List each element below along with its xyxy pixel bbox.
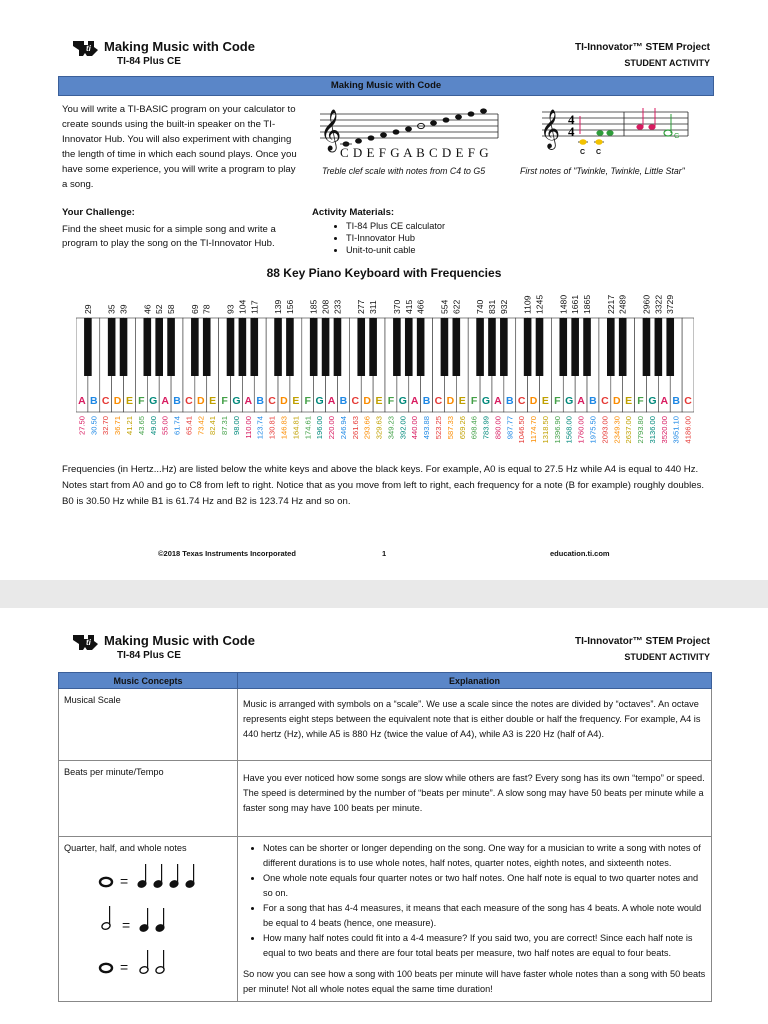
- white-key-frequency: 880.00: [493, 416, 503, 440]
- concept-cell: [59, 837, 238, 1002]
- note-label-c-1: C: [580, 149, 586, 156]
- header-subtitle: TI-84 Plus CE: [117, 56, 181, 67]
- black-key-frequency: 1480: [558, 294, 569, 314]
- black-key: [500, 318, 508, 376]
- black-key: [322, 318, 330, 376]
- white-key-label: F: [138, 395, 145, 407]
- white-key-frequency: 164.81: [291, 416, 301, 440]
- white-key-label: B: [173, 395, 181, 407]
- white-key-frequency: 98.00: [231, 416, 241, 436]
- whole-note-icon: [100, 878, 112, 886]
- scale-note: [430, 120, 437, 125]
- white-key-label: B: [672, 395, 680, 407]
- white-key-frequency: 3136.00: [647, 416, 657, 444]
- black-key: [239, 318, 247, 376]
- texas-instruments-logo-icon: [72, 632, 100, 652]
- bullet-item: • How many half notes could fit into a 4-4 measure? If you said two, you are correct! Since each half note is equal to two beats and there are four total beats per measure, two half notes are equal to four beats.: [263, 931, 706, 961]
- explanation-cell: Have you ever noticed how some songs are slow while others are fast? Every song has its own “tempo” or speed. The speed is determined by the number of “beats per minute”. A slow song may have 50 beats per minute while a faster song may have 100 beats per minute.: [238, 761, 712, 837]
- header-subtitle: TI-84 Plus CE: [117, 650, 181, 661]
- black-key-frequency: 1865: [582, 294, 593, 314]
- concept-label: Quarter, half, and whole notes: [64, 843, 187, 853]
- white-key-frequency: 2793.80: [636, 416, 646, 444]
- white-key-frequency: 246.94: [338, 416, 348, 440]
- piano-keyboard-figure: [76, 286, 694, 456]
- white-key-label: E: [541, 395, 549, 407]
- twinkle-staff-figure: [540, 104, 690, 158]
- white-key-label: A: [78, 395, 86, 407]
- svg-text:ti: ti: [86, 638, 91, 647]
- white-key-label: C: [684, 395, 692, 407]
- note-g-2: [606, 130, 613, 136]
- white-key-label: A: [161, 395, 169, 407]
- black-key-frequency: 208: [320, 299, 331, 314]
- white-key-frequency: 220.00: [327, 416, 337, 440]
- white-key-frequency: 1396.90: [552, 416, 562, 444]
- white-key-label: C: [351, 395, 360, 407]
- white-key-frequency: 1174.70: [529, 416, 539, 443]
- white-key-frequency: 3951.10: [671, 416, 681, 444]
- time-signature-top: 4: [568, 112, 575, 127]
- black-key-frequency: 39: [118, 304, 129, 314]
- white-key-frequency: 1318.50: [540, 416, 550, 444]
- keyboard-title: 88 Key Piano Keyboard with Frequencies: [266, 266, 502, 280]
- white-key-label: C: [101, 395, 110, 407]
- intro-paragraph: You will write a TI-BASIC program on your calculator to create sounds using the built-in speaker on the TI-Innovator Hub. You will also experiment with changing the length of time in which each sound plays. Once you have some experience, you will write a program to play a song.: [62, 104, 297, 190]
- page-2: [0, 608, 768, 1024]
- closing-text: So now you can see how a song with 100 beats per minute will have faster whole notes than a song with 50 beats per minute! Not all whole notes equal the same time duration!: [243, 969, 706, 994]
- white-key-label: F: [221, 395, 228, 407]
- header-title: Making Music with Code: [104, 633, 255, 648]
- material-item: • TI-Innovator Hub: [346, 232, 445, 244]
- half-notes-icon: [139, 950, 165, 974]
- material-item: • TI-84 Plus CE calculator: [346, 220, 445, 232]
- white-key-label: E: [209, 395, 217, 407]
- black-key-frequency: 1661: [570, 294, 581, 314]
- scale-note: [393, 129, 400, 134]
- white-key-frequency: 49.00: [148, 416, 158, 436]
- white-key-label: F: [637, 395, 644, 407]
- black-key: [441, 318, 449, 376]
- time-signature-bottom: 4: [568, 124, 575, 139]
- white-key-frequency: 82.41: [208, 416, 218, 436]
- white-key-frequency: 41.21: [124, 416, 134, 436]
- black-key: [405, 318, 413, 376]
- scale-note: [443, 117, 450, 122]
- black-key-frequency: 104: [237, 299, 248, 314]
- white-key-label: B: [339, 395, 348, 407]
- twinkle-caption: First notes of "Twinkle, Twinkle, Little Star": [520, 166, 685, 176]
- bullet-item: • Notes can be shorter or longer depending on the song. One way for a musician to write a song with notes of different durations is to use whole notes, half notes, quarter notes, eighth notes, and sixteenth notes.: [263, 841, 706, 871]
- black-key-frequency: 370: [391, 299, 402, 314]
- white-key-frequency: 30.50: [89, 416, 99, 436]
- white-key-frequency: 36.71: [113, 416, 123, 436]
- white-key-frequency: 2093.00: [600, 416, 610, 444]
- white-key-frequency: 123.74: [255, 416, 265, 440]
- white-key-frequency: 43.65: [136, 416, 146, 436]
- black-key-frequency: 156: [284, 299, 295, 314]
- white-key-label: E: [125, 395, 133, 407]
- white-key-label: F: [554, 395, 561, 407]
- white-key-frequency: 261.63: [350, 416, 360, 440]
- white-key-label: E: [375, 395, 383, 407]
- white-key-frequency: 61.74: [172, 416, 182, 436]
- white-key-label: A: [660, 395, 669, 407]
- white-key-frequency: 32.70: [101, 416, 111, 436]
- white-key-frequency: 196.00: [315, 416, 325, 440]
- white-key-frequency: 2637.00: [624, 416, 634, 444]
- scale-note: [480, 108, 487, 113]
- white-key-label: C: [434, 395, 443, 407]
- column-header-concepts: Music Concepts: [59, 673, 238, 689]
- white-key-frequency: 783.99: [481, 416, 491, 440]
- black-key: [120, 318, 128, 376]
- materials-heading: Activity Materials:: [312, 207, 395, 218]
- black-key-frequency: 46: [142, 304, 153, 314]
- scale-note: [380, 132, 387, 137]
- black-key-frequency: 185: [308, 299, 319, 314]
- note-label-g: G: [674, 133, 680, 140]
- black-key-frequency: 2960: [641, 294, 652, 314]
- svg-text:=: =: [120, 959, 129, 975]
- white-key-frequency: 2349.30: [612, 416, 622, 444]
- white-key-label: G: [232, 395, 241, 407]
- white-key-label: D: [113, 395, 122, 407]
- table-row: [59, 837, 712, 1002]
- black-key: [571, 318, 579, 376]
- black-key-frequency: 1245: [534, 294, 545, 314]
- black-key-frequency: 139: [273, 299, 284, 314]
- half-note-icon: [101, 906, 111, 930]
- white-key-frequency: 987.77: [505, 416, 515, 440]
- black-key: [488, 318, 496, 376]
- black-key-frequency: 78: [201, 304, 212, 314]
- black-key-frequency: 554: [439, 299, 450, 314]
- material-item: • Unit-to-unit cable: [346, 244, 445, 256]
- black-key-frequency: 831: [486, 299, 497, 314]
- white-key-frequency: 349.23: [386, 416, 396, 440]
- white-key-frequency: 1046.50: [517, 416, 527, 444]
- black-key-frequency: 740: [475, 299, 486, 314]
- challenge-text: Find the sheet music for a simple song and write a program to play the song on the TI-Innovator Hub.: [62, 224, 276, 249]
- white-key-label: E: [625, 395, 633, 407]
- white-key-label: G: [149, 395, 158, 407]
- treble-clef-icon: 𝄞: [540, 109, 561, 149]
- white-key-label: D: [196, 395, 205, 407]
- header-activity: STUDENT ACTIVITY: [624, 652, 710, 662]
- materials-list: [312, 220, 445, 256]
- quarter-notes-icon: [137, 864, 195, 888]
- white-key-label: B: [256, 395, 265, 407]
- black-key-frequency: 52: [154, 304, 165, 314]
- white-key-label: A: [494, 395, 502, 407]
- white-key-frequency: 174.61: [303, 416, 313, 440]
- scale-note: [405, 126, 412, 131]
- white-key-label: B: [90, 395, 98, 407]
- bullet-item: • One whole note equals four quarter notes or two half notes. One half note is equal to two quarter notes and so on.: [263, 871, 706, 901]
- white-key-label: G: [315, 395, 324, 407]
- black-key: [393, 318, 401, 376]
- table-row: [59, 689, 712, 761]
- white-key-frequency: 523.25: [433, 416, 443, 440]
- scale-letters: C D E F G A B C D E F G: [340, 145, 490, 160]
- black-key: [84, 318, 92, 376]
- scale-caption: Treble clef scale with notes from C4 to G5: [322, 166, 486, 176]
- black-key-frequency: 3729: [665, 294, 676, 314]
- white-key-frequency: 73.42: [196, 416, 206, 436]
- white-key-frequency: 440.00: [410, 416, 420, 440]
- scale-note: [455, 114, 462, 119]
- black-key-frequency: 2217: [605, 294, 616, 314]
- white-key-frequency: 493.88: [422, 416, 432, 440]
- white-key-label: C: [601, 395, 609, 407]
- black-key-frequency: 58: [166, 304, 177, 314]
- footer-url: education.ti.com: [550, 549, 610, 558]
- white-key-frequency: 392.00: [398, 416, 408, 440]
- white-key-label: B: [505, 395, 514, 407]
- black-key: [155, 318, 163, 376]
- white-key-frequency: 1760.00: [576, 416, 586, 444]
- scale-note: [355, 138, 362, 143]
- black-key: [250, 318, 258, 376]
- quarter-notes-icon: [139, 908, 165, 932]
- black-key: [536, 318, 544, 376]
- black-key-frequency: 233: [332, 299, 343, 314]
- section-band-title: Making Music with Code: [58, 76, 714, 96]
- white-key-label: A: [244, 395, 253, 407]
- black-key: [655, 318, 663, 376]
- black-key-frequency: 277: [356, 299, 367, 314]
- treble-clef-icon: 𝄞: [320, 110, 342, 151]
- black-key: [144, 318, 152, 376]
- scale-note: [468, 111, 475, 116]
- white-key-label: B: [589, 395, 597, 407]
- black-key: [191, 318, 199, 376]
- black-key: [643, 318, 651, 376]
- white-key-label: G: [398, 395, 407, 407]
- note-c-1: [579, 139, 586, 145]
- black-key-frequency: 1109: [522, 295, 533, 314]
- concept-cell: Beats per minute/Tempo: [59, 761, 238, 837]
- white-key-label: D: [529, 395, 538, 407]
- black-key: [607, 318, 615, 376]
- white-key-frequency: 87.31: [220, 416, 230, 436]
- white-key-frequency: 698.46: [469, 416, 479, 440]
- column-header-explanation: Explanation: [238, 673, 712, 689]
- black-key: [619, 318, 627, 376]
- white-key-frequency: 146.83: [279, 416, 289, 440]
- footer-copyright: ©2018 Texas Instruments Incorporated: [158, 549, 296, 558]
- black-key: [286, 318, 294, 376]
- black-key-frequency: 35: [106, 304, 117, 314]
- table-row: [59, 761, 712, 837]
- note-c-2: [595, 139, 602, 145]
- header-project: TI-Innovator™ STEM Project: [574, 42, 710, 53]
- black-key-frequency: 69: [189, 304, 200, 314]
- black-key: [369, 318, 377, 376]
- challenge-heading: Your Challenge:: [62, 207, 135, 218]
- white-key-frequency: 1975.50: [588, 416, 598, 444]
- white-key-frequency: 587.33: [445, 416, 455, 440]
- black-key: [108, 318, 116, 376]
- black-key-frequency: 932: [498, 299, 509, 314]
- black-key: [167, 318, 175, 376]
- note-label-c-2: C: [596, 149, 602, 156]
- white-key-label: C: [185, 395, 193, 407]
- white-key-frequency: 329.63: [374, 416, 384, 440]
- white-key-label: D: [280, 395, 288, 407]
- black-key-frequency: 117: [249, 300, 260, 314]
- black-key: [417, 318, 425, 376]
- white-key-label: G: [565, 395, 574, 407]
- black-key-frequency: 466: [415, 299, 426, 314]
- white-key-label: F: [304, 395, 311, 407]
- white-key-frequency: 130.81: [267, 416, 277, 440]
- note-equivalence-figure: [64, 862, 214, 980]
- white-key-label: G: [648, 395, 657, 407]
- svg-text:ti: ti: [86, 44, 91, 53]
- black-key-frequency: 29: [82, 304, 93, 314]
- table-header-row: [59, 673, 712, 689]
- black-key: [524, 318, 532, 376]
- concept-cell: Musical Scale: [59, 689, 238, 761]
- header-activity: STUDENT ACTIVITY: [624, 58, 710, 68]
- black-key: [227, 318, 235, 376]
- black-key: [559, 318, 567, 376]
- bullet-item: • For a song that has 4-4 measures, it means that each measure of the song has 4 beats. A whole note would be equal to 4 beats (hence, one measure).: [263, 901, 706, 931]
- white-key-label: A: [327, 395, 336, 407]
- white-key-label: B: [422, 395, 431, 407]
- white-key-label: C: [268, 395, 276, 407]
- white-key-frequency: 110.00: [243, 416, 253, 439]
- whole-note-icon: [100, 964, 112, 972]
- white-key-frequency: 293.66: [362, 416, 372, 440]
- footer-page-number: 1: [382, 549, 387, 558]
- white-key-frequency: 1568.00: [564, 416, 574, 444]
- white-key-label: C: [517, 395, 526, 407]
- explanation-cell: [238, 837, 712, 1002]
- white-key-label: G: [481, 395, 491, 407]
- white-key-label: D: [446, 395, 455, 407]
- black-key-frequency: 2489: [617, 294, 628, 314]
- white-key-label: A: [410, 395, 419, 407]
- white-key-frequency: 55.00: [160, 416, 170, 436]
- black-key-frequency: 415: [403, 299, 414, 314]
- black-key: [476, 318, 484, 376]
- white-key-frequency: 659.26: [457, 416, 467, 440]
- white-key-frequency: 65.41: [184, 416, 194, 436]
- white-key-label: D: [363, 395, 371, 407]
- black-key-frequency: 3322: [653, 294, 664, 314]
- svg-text:=: =: [122, 917, 131, 933]
- white-key-frequency: 27.50: [77, 416, 87, 436]
- svg-text:=: =: [120, 873, 129, 889]
- texas-instruments-logo-icon: [72, 38, 100, 58]
- black-key-frequency: 622: [451, 299, 462, 314]
- page-gap: [0, 580, 768, 608]
- black-key-frequency: 93: [225, 304, 236, 314]
- black-key: [357, 318, 365, 376]
- black-key: [274, 318, 282, 376]
- black-key: [666, 318, 674, 376]
- white-key-label: F: [387, 395, 395, 407]
- frequency-paragraph: Frequencies (in Hertz...Hz) are listed below the white keys and above the black keys. For example, A0 is equal to 27.5 Hz while A4 is equal to 440 Hz. Notes start from A0 and go to C8 from left to right. Notice that as you move from left to right, each frequency for a note (B for example) roughly doubles. B0 is 30.50 Hz while B1 is 61.74 Hz and B2 is 123.74 Hz and so on.: [62, 464, 705, 507]
- black-key-frequency: 311: [368, 300, 379, 314]
- white-key-frequency: 4186.00: [683, 416, 693, 444]
- white-key-label: E: [458, 395, 466, 407]
- white-key-label: E: [292, 395, 300, 407]
- black-key: [583, 318, 591, 376]
- black-key: [334, 318, 342, 376]
- explanation-bullets: [243, 841, 706, 961]
- header-title: Making Music with Code: [104, 39, 255, 54]
- white-key-label: D: [612, 395, 621, 407]
- white-key-label: A: [577, 395, 585, 407]
- explanation-cell: Music is arranged with symbols on a “scale”. We use a scale since the notes are divided by “octaves”. An octave represents eight steps between the equivalent note that is either double or half the frequency. For example, A4 is 440 hertz (Hz), while A5 is 880 Hz (twice the value of A4), while A3 is 220 Hz (half of A4).: [238, 689, 712, 761]
- black-key: [310, 318, 318, 376]
- scale-note: [368, 135, 375, 140]
- music-concepts-table: [58, 672, 712, 1002]
- header-project: TI-Innovator™ STEM Project: [574, 636, 710, 647]
- white-key-label: F: [470, 395, 478, 407]
- note-g-1: [596, 130, 603, 136]
- black-key: [453, 318, 461, 376]
- white-key-frequency: 3520.00: [659, 416, 669, 444]
- black-key: [203, 318, 211, 376]
